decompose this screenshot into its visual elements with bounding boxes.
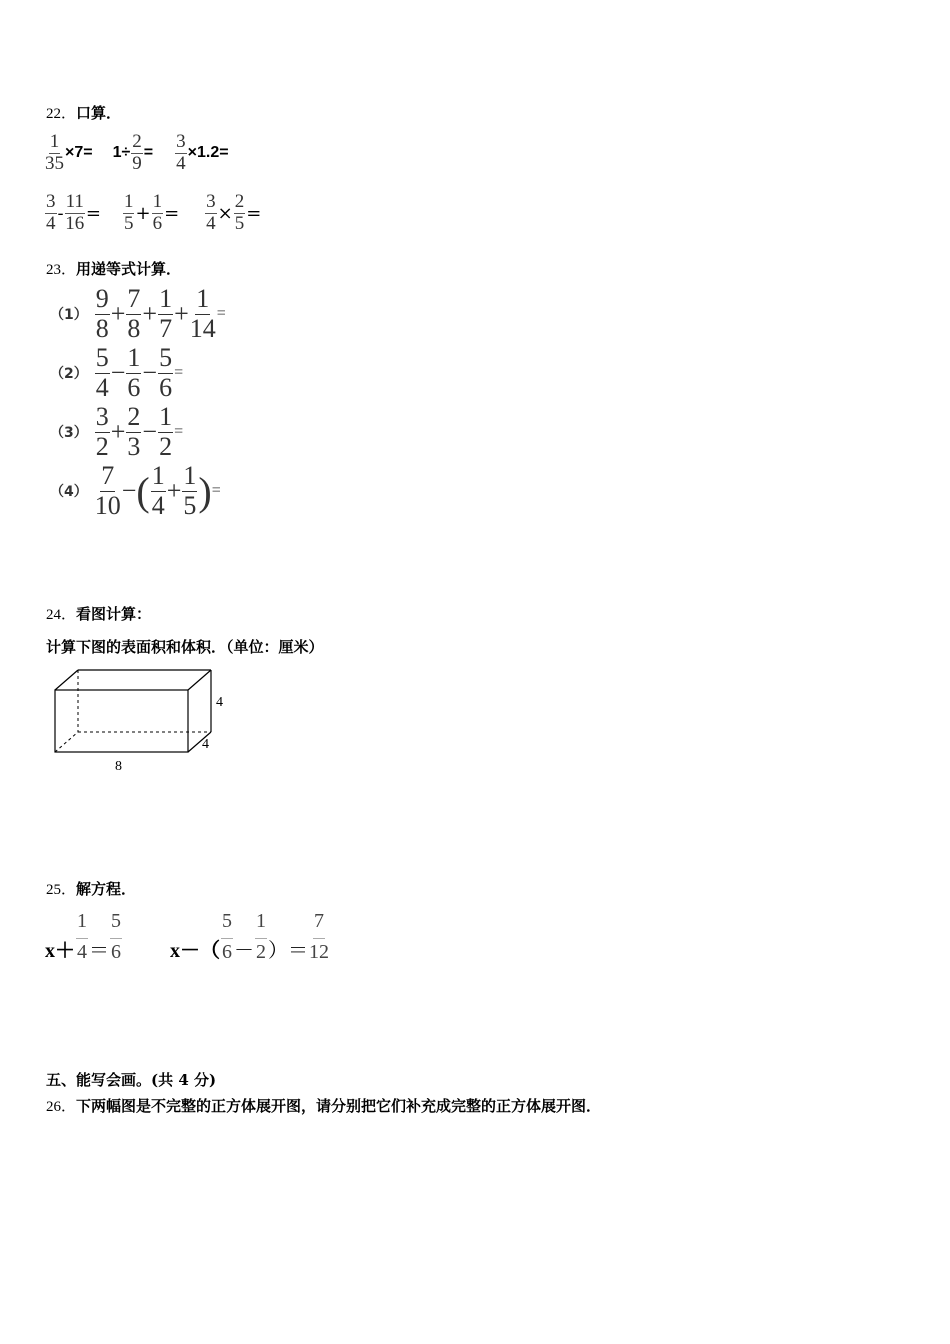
operator: × — [217, 202, 233, 224]
fraction — [95, 285, 110, 343]
denominator: 4 — [206, 212, 216, 234]
fraction — [151, 462, 166, 520]
math-text: + — [110, 299, 126, 329]
math-text: 23． — [46, 262, 77, 278]
denominator: 2 — [95, 431, 109, 461]
denominator: 9 — [132, 152, 142, 174]
denominator: 8 — [95, 313, 109, 343]
numerator: 5 — [110, 910, 122, 939]
math-text: （1） — [50, 307, 88, 324]
fraction — [158, 344, 173, 402]
fraction — [175, 132, 187, 175]
numerator: 5 — [159, 343, 173, 372]
denominator: 6 — [127, 372, 141, 402]
fraction — [234, 192, 246, 235]
fraction — [76, 910, 88, 963]
denominator: 4 — [46, 212, 56, 234]
denominator: 35 — [45, 152, 64, 174]
math-text: + — [166, 476, 182, 506]
numerator: 1 — [123, 191, 134, 212]
math-text: 26． — [46, 1099, 77, 1115]
math-text: = — [174, 364, 184, 382]
numerator: 7 — [127, 284, 141, 313]
fraction — [158, 403, 173, 461]
math-text: 24． — [46, 607, 77, 623]
fraction — [205, 192, 217, 235]
question-number: 22． — [46, 106, 77, 122]
math-text: 下两幅图是不完整的正方体展开图，请分别把它们补充成完整的正方体展开图． — [76, 1097, 602, 1115]
fraction — [123, 192, 135, 235]
denominator: 14 — [189, 313, 216, 343]
math-text: + — [174, 299, 189, 329]
q23-item-1 — [50, 285, 226, 343]
numerator: 1 — [127, 343, 141, 372]
math-text: 解方程． — [76, 880, 137, 898]
denominator: 4 — [95, 372, 109, 402]
denominator: 5 — [183, 490, 197, 520]
operator: = — [85, 202, 101, 224]
denominator: 7 — [159, 313, 173, 343]
fraction — [190, 285, 216, 343]
math-text: − — [110, 358, 126, 388]
fraction — [131, 132, 143, 175]
math-text: x＋ — [45, 940, 75, 962]
math-text: ）＝ — [268, 940, 308, 962]
denominator: 8 — [127, 313, 141, 343]
q22-row2 — [44, 192, 261, 235]
equation-1 — [45, 910, 123, 963]
numerator: 1 — [76, 910, 88, 939]
numerator: 1 — [159, 402, 173, 431]
numerator: 1 — [183, 461, 197, 490]
fraction — [95, 462, 121, 520]
numerator: 1 — [255, 910, 267, 939]
numerator: 1 — [159, 284, 173, 313]
math-text: + — [110, 417, 126, 447]
operator: ×1.2= — [187, 144, 229, 162]
fraction — [95, 344, 110, 402]
q23-item-4 — [50, 462, 221, 520]
fraction — [45, 192, 57, 235]
numerator: 3 — [95, 402, 109, 431]
denominator: 2 — [256, 941, 266, 963]
fraction — [255, 910, 267, 963]
numerator: 1 — [49, 131, 60, 152]
numerator: 3 — [176, 131, 186, 152]
question-title: 口算． — [76, 104, 122, 122]
fraction — [110, 910, 122, 963]
math-text: （4） — [50, 484, 88, 501]
length-label: 8 — [115, 759, 122, 774]
math-text: + — [142, 299, 158, 329]
q24-subtitle: 计算下图的表面积和体积．（单位：厘米） — [46, 638, 324, 656]
numerator: 3 — [46, 191, 56, 212]
height-label: 4 — [216, 695, 223, 710]
denominator: 2 — [159, 431, 173, 461]
denominator: 6 — [222, 941, 232, 963]
math-text: = — [211, 482, 221, 500]
numerator: 5 — [221, 910, 233, 939]
q25-heading — [46, 878, 136, 899]
operator: = — [246, 202, 262, 224]
cuboid-diagram — [40, 660, 240, 780]
numerator: 2 — [127, 402, 141, 431]
fraction — [221, 910, 233, 963]
numerator: 7 — [313, 910, 325, 939]
fraction — [95, 403, 110, 461]
numerator: 7 — [101, 461, 115, 490]
denominator: 4 — [151, 490, 165, 520]
operator: + — [135, 202, 151, 224]
math-text: ＝ — [89, 940, 109, 962]
fraction — [182, 462, 197, 520]
math-text: （2） — [50, 366, 88, 383]
operator: ×7= — [65, 144, 93, 162]
numerator: 2 — [234, 191, 245, 212]
denominator: 5 — [234, 212, 245, 234]
numerator: 9 — [95, 284, 109, 313]
math-text: ) — [198, 468, 212, 514]
denominator: 3 — [127, 431, 141, 461]
math-text: − — [121, 476, 137, 506]
numerator: 1 — [196, 284, 210, 313]
fraction — [158, 285, 173, 343]
numerator: 1 — [151, 461, 165, 490]
fraction — [152, 192, 164, 235]
denominator: 16 — [65, 212, 85, 234]
denominator: 5 — [123, 212, 134, 234]
q22-heading — [46, 102, 121, 123]
q22-row1 — [44, 132, 229, 175]
section-5-title: 五、能写会画。(共 4 分) — [46, 1071, 217, 1089]
math-text: − — [142, 417, 158, 447]
math-text: 用递等式计算． — [76, 260, 182, 278]
fraction — [126, 403, 141, 461]
fraction — [126, 344, 141, 402]
math-text: = — [174, 423, 184, 441]
numerator: 11 — [65, 191, 84, 212]
numerator: 3 — [206, 191, 216, 212]
denominator: 6 — [159, 372, 173, 402]
math-text: （3） — [50, 425, 88, 442]
math-text: ( — [136, 468, 150, 514]
fraction — [65, 192, 85, 235]
denominator: 6 — [152, 212, 163, 234]
operator: 1÷ — [112, 144, 131, 162]
math-text: − — [142, 358, 158, 388]
denominator: 10 — [94, 490, 121, 520]
numerator: 2 — [132, 131, 142, 152]
numerator: 1 — [152, 191, 163, 212]
width-label: 4 — [202, 737, 209, 752]
operator: - — [57, 202, 64, 224]
equation-2 — [170, 910, 330, 963]
math-text: 看图计算： — [76, 605, 152, 623]
operator: = — [143, 144, 154, 162]
q26-heading — [46, 1095, 601, 1116]
math-text: = — [216, 305, 226, 323]
q23-item-3 — [50, 403, 183, 461]
math-text: x－（ — [170, 940, 220, 962]
denominator: 4 — [77, 941, 87, 963]
fraction — [126, 285, 141, 343]
fraction — [45, 132, 64, 175]
q23-item-2 — [50, 344, 183, 402]
math-text: 25． — [46, 882, 77, 898]
denominator: 6 — [111, 941, 121, 963]
numerator: 5 — [95, 343, 109, 372]
fraction — [309, 910, 329, 963]
denominator: 4 — [176, 152, 186, 174]
q23-heading — [46, 258, 181, 279]
operator: = — [164, 202, 180, 224]
q24-heading — [46, 603, 151, 624]
math-text: － — [234, 940, 254, 962]
denominator: 12 — [309, 941, 329, 963]
